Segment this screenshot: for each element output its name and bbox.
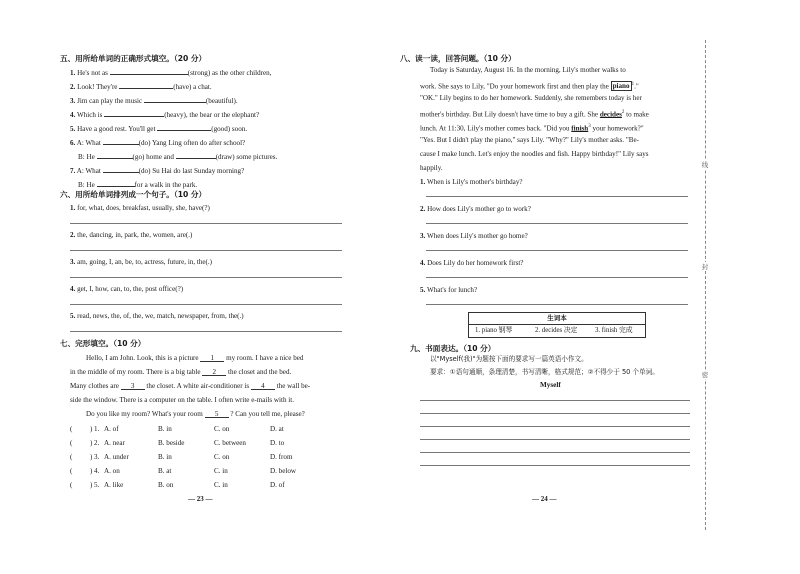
- vocabulary-title: 生词本: [469, 313, 645, 325]
- scramble-item: [70, 312, 244, 321]
- item-prompt: (do) Yang Ling often do after school?: [138, 139, 246, 147]
- item-prompt: Which is: [76, 111, 103, 119]
- option-a: A. under: [104, 453, 129, 461]
- footnote-mark: 1: [631, 82, 635, 87]
- item-prompt: (draw) some pictures.: [215, 153, 278, 161]
- item-prompt: (have) a chat.: [173, 83, 212, 91]
- question-text: How does Lily's mother go to work?: [427, 205, 531, 213]
- option-a: A. of: [104, 425, 119, 433]
- answer-blank[interactable]: [144, 95, 206, 103]
- answer-line[interactable]: [426, 223, 688, 224]
- item-number: 6.: [70, 139, 76, 147]
- question-text: When is Lily's mother's birthday?: [426, 178, 523, 186]
- fill-in-item: [70, 109, 259, 120]
- passage-text: cause I make lunch. Let's enjoy the noodles and fish. Happy birthday!" Lily says: [420, 150, 649, 158]
- option-b: B. in: [158, 425, 172, 433]
- item-prompt: Have a good rest. You'll get: [77, 125, 156, 133]
- option-b: B. on: [158, 481, 174, 489]
- item-prompt: Look! They're: [77, 83, 118, 91]
- item-prompt: (strong) as the other children,: [187, 69, 272, 77]
- option-d: D. to: [270, 439, 285, 447]
- item-number: 4.: [70, 285, 76, 293]
- cloze-text: my room. I have a nice bed: [226, 354, 304, 362]
- answer-paren[interactable]: (: [70, 453, 73, 461]
- answer-line[interactable]: [426, 277, 688, 278]
- item-number: 3.: [70, 258, 76, 266]
- answer-paren[interactable]: (: [70, 481, 73, 489]
- writing-line[interactable]: [420, 452, 690, 453]
- answer-blank[interactable]: [110, 67, 188, 75]
- item-prompt: for a walk in the park.: [134, 181, 198, 189]
- passage-line: [420, 108, 649, 119]
- item-words: get, I, how, can, to, the, post office(?): [77, 285, 184, 293]
- item-prompt: (go) home and: [132, 153, 174, 161]
- fill-in-item: [70, 67, 271, 78]
- scramble-item: [70, 285, 183, 294]
- option-close-paren: ): [90, 467, 93, 475]
- answer-line[interactable]: [70, 331, 342, 332]
- page-number: — 24 —: [532, 495, 557, 503]
- question-number: 2.: [420, 205, 426, 213]
- option-d: D. at: [270, 425, 284, 433]
- passage-text: .": [634, 82, 639, 91]
- answer-paren[interactable]: (: [70, 467, 73, 475]
- item-prompt: (do) Su Hai do last Sunday morning?: [138, 167, 245, 175]
- cloze-text: the closet and the bed.: [228, 368, 292, 376]
- question-number: 5.: [420, 286, 426, 294]
- fill-in-item: [78, 151, 277, 162]
- answer-line[interactable]: [70, 250, 342, 251]
- option-number: 3.: [94, 453, 100, 461]
- passage-text: work. She says to Lily, "Do your homework first and then play the: [420, 82, 609, 91]
- section-5-heading: 五、用所给单词的正确形式填空。（20 分）: [60, 54, 207, 63]
- option-close-paren: ): [90, 425, 93, 433]
- item-words: the, dancing, in, park, the, women, are(.): [77, 231, 193, 239]
- answer-blank[interactable]: [157, 123, 211, 131]
- vocab-item: 2. decides 决定: [535, 327, 578, 334]
- answer-blank[interactable]: [97, 151, 133, 159]
- margin-char: 密: [699, 370, 711, 379]
- passage-line: [430, 66, 626, 75]
- item-prompt: B: He: [78, 181, 95, 189]
- item-prompt: (beautiful).: [205, 97, 238, 105]
- item-number: 5.: [70, 312, 76, 320]
- passage-text: lunch. At 11:30, Lily's mother comes back. "Did you: [420, 124, 570, 133]
- question-text: Does Lily do her homework first?: [427, 259, 524, 267]
- answer-paren[interactable]: (: [70, 439, 73, 447]
- option-d: D. from: [270, 453, 293, 461]
- cloze-text: side the window. There is a computer on the table. I often write e-mails with it.: [70, 396, 294, 404]
- question-number: 4.: [420, 259, 426, 267]
- writing-line[interactable]: [420, 400, 690, 401]
- writing-requirements: 要求：①语句通顺，条理清楚，书写清晰，格式规范；②不得少于 50 个单词。: [430, 368, 659, 376]
- cloze-text: in the middle of my room. There is a big table: [70, 368, 201, 376]
- option-number: 5.: [94, 481, 100, 489]
- cloze-blank[interactable]: 3: [121, 382, 145, 390]
- answer-line[interactable]: [70, 223, 342, 224]
- item-number: 3.: [70, 97, 76, 105]
- question-number: 1.: [420, 178, 426, 186]
- item-number: 1.: [70, 69, 76, 77]
- margin-char: 线: [699, 160, 711, 169]
- writing-line[interactable]: [420, 465, 690, 466]
- passage-text: happily.: [420, 164, 443, 172]
- question: [420, 259, 523, 268]
- item-number: 5.: [70, 125, 76, 133]
- option-c: C. on: [214, 425, 230, 433]
- section-6-heading: 六、用所给单词排列成一个句子。（10 分）: [60, 190, 207, 199]
- passage-text: mother's birthday. But Lily doesn't have time to buy a gift. She: [420, 110, 599, 119]
- cloze-line: [86, 354, 303, 363]
- answer-paren[interactable]: (: [70, 425, 73, 433]
- vocab-item: 3. finish 完成: [595, 327, 633, 334]
- fill-in-item: [70, 165, 244, 176]
- question: [420, 205, 531, 214]
- item-number: 1.: [70, 204, 76, 212]
- passage-line: [420, 122, 644, 133]
- passage-text: your homework?": [590, 124, 644, 133]
- writing-line[interactable]: [420, 426, 690, 427]
- option-c: C. in: [214, 481, 228, 489]
- option-a: A. like: [104, 481, 124, 489]
- answer-line[interactable]: [426, 250, 688, 251]
- cloze-line: [70, 396, 294, 405]
- cloze-blank[interactable]: 4: [251, 382, 275, 390]
- passage-text: to make: [624, 110, 649, 119]
- vocabulary-box: [468, 312, 646, 338]
- cloze-text: the closet. A white air-conditioner is: [146, 382, 250, 390]
- fill-in-item: [70, 137, 245, 148]
- answer-line[interactable]: [426, 196, 688, 197]
- glossed-word: finish: [571, 124, 589, 133]
- item-words: am, going, I, an, be, to, actress, future, in, the(.): [77, 258, 213, 266]
- option-b: B. at: [158, 467, 172, 475]
- fill-in-item: [70, 81, 212, 92]
- cloze-line: [70, 368, 291, 377]
- question: [420, 232, 528, 241]
- passage-line: [420, 164, 443, 173]
- passage-text: "Yes. But I didn't play the piano," says Lily. "Why?" Lily's mother asks. "Be-: [420, 136, 639, 144]
- answer-line[interactable]: [426, 304, 688, 305]
- item-number: 2.: [70, 83, 76, 91]
- answer-line[interactable]: [70, 277, 342, 278]
- cloze-text: ? Can you tell me, please?: [230, 410, 305, 418]
- footnote-mark: 2: [621, 110, 625, 115]
- cloze-text: Many clothes are: [70, 382, 119, 390]
- answer-blank[interactable]: [103, 137, 139, 145]
- vocab-item: 1. piano 钢琴: [475, 327, 513, 334]
- writing-title: Myself: [540, 381, 561, 389]
- cloze-text: Hello, I am John. Look, this is a picture: [86, 354, 199, 362]
- option-a: A. near: [104, 439, 125, 447]
- answer-blank[interactable]: [119, 81, 173, 89]
- item-prompt: A: What: [76, 167, 101, 175]
- item-prompt: Jim can play the music: [77, 97, 143, 105]
- scramble-item: [70, 231, 192, 240]
- item-number: 7.: [70, 167, 76, 175]
- option-number: 2.: [94, 439, 100, 447]
- item-prompt: (heavy), the bear or the elephant?: [164, 111, 260, 119]
- option-number: 1.: [94, 425, 100, 433]
- writing-line[interactable]: [420, 413, 690, 414]
- item-prompt: B: He: [78, 153, 95, 161]
- writing-instruction: 以"Myself(我)"为题按下面的要求写一篇英语小作文。: [430, 355, 588, 363]
- question-number: 3.: [420, 232, 426, 240]
- answer-blank[interactable]: [103, 165, 139, 173]
- option-close-paren: ): [90, 439, 93, 447]
- cloze-text: Do you like my room? What's your room: [86, 410, 203, 418]
- cloze-blank[interactable]: 1: [200, 354, 224, 362]
- option-b: B. beside: [158, 439, 185, 447]
- option-c: C. between: [214, 439, 246, 447]
- glossed-word: piano: [612, 82, 630, 91]
- passage-line: [420, 150, 649, 159]
- scramble-item: [70, 204, 210, 213]
- option-number: 4.: [94, 467, 100, 475]
- fill-in-item: [70, 95, 238, 106]
- answer-blank[interactable]: [176, 151, 216, 159]
- cloze-text: the wall be-: [276, 382, 311, 390]
- item-prompt: A: What: [76, 139, 101, 147]
- passage-line: [420, 94, 642, 103]
- margin-char: 封: [699, 262, 711, 271]
- passage-line: [420, 136, 639, 145]
- option-close-paren: ): [90, 453, 93, 461]
- item-number: 2.: [70, 231, 76, 239]
- passage-text: Today is Saturday, August 16. In the morning, Lily's mother walks to: [430, 66, 626, 74]
- cloze-blank[interactable]: 2: [202, 368, 226, 376]
- writing-line[interactable]: [420, 439, 690, 440]
- fill-in-item: [70, 123, 247, 134]
- option-b: B. in: [158, 453, 172, 461]
- section-7-heading: 七、完形填空。（10 分）: [60, 339, 146, 348]
- option-d: D. of: [270, 481, 285, 489]
- scramble-item: [70, 258, 212, 267]
- answer-line[interactable]: [70, 304, 342, 305]
- page-number: — 23 —: [188, 495, 213, 503]
- item-words: read, news, the, of, the, we, match, newspaper, from, the(.): [77, 312, 244, 320]
- section-8-heading: 八、读一读，回答问题。（10 分）: [400, 54, 516, 63]
- question-text: What's for lunch?: [426, 286, 478, 294]
- cloze-blank[interactable]: 5: [205, 410, 229, 418]
- option-a: A. on: [104, 467, 120, 475]
- question: [420, 178, 523, 187]
- footnote-mark: 3: [588, 124, 591, 129]
- answer-blank[interactable]: [97, 179, 135, 187]
- glossed-word: decides: [599, 110, 622, 119]
- binding-margin: [697, 40, 715, 530]
- item-number: 4.: [70, 111, 76, 119]
- question: [420, 286, 477, 295]
- cloze-line: [70, 382, 310, 391]
- option-close-paren: ): [90, 481, 93, 489]
- option-d: D. below: [270, 467, 297, 475]
- item-prompt: He's not as: [77, 69, 108, 77]
- passage-line: [420, 80, 639, 91]
- question-text: When does Lily's mother go home?: [426, 232, 528, 240]
- answer-blank[interactable]: [104, 109, 164, 117]
- item-words: for, what, does, breakfast, usually, she, have(?): [77, 204, 210, 212]
- option-c: C. on: [214, 453, 230, 461]
- item-prompt: (good) soon.: [211, 125, 248, 133]
- dashed-cut-line: [705, 40, 706, 530]
- passage-text: "OK." Lily begins to do her homework. Suddenly, she remembers today is her: [420, 94, 642, 102]
- option-c: C. in: [214, 467, 228, 475]
- section-9-heading: 九、书面表达。（10 分）: [410, 344, 496, 353]
- page-24: [400, 0, 800, 574]
- cloze-line: [86, 410, 305, 419]
